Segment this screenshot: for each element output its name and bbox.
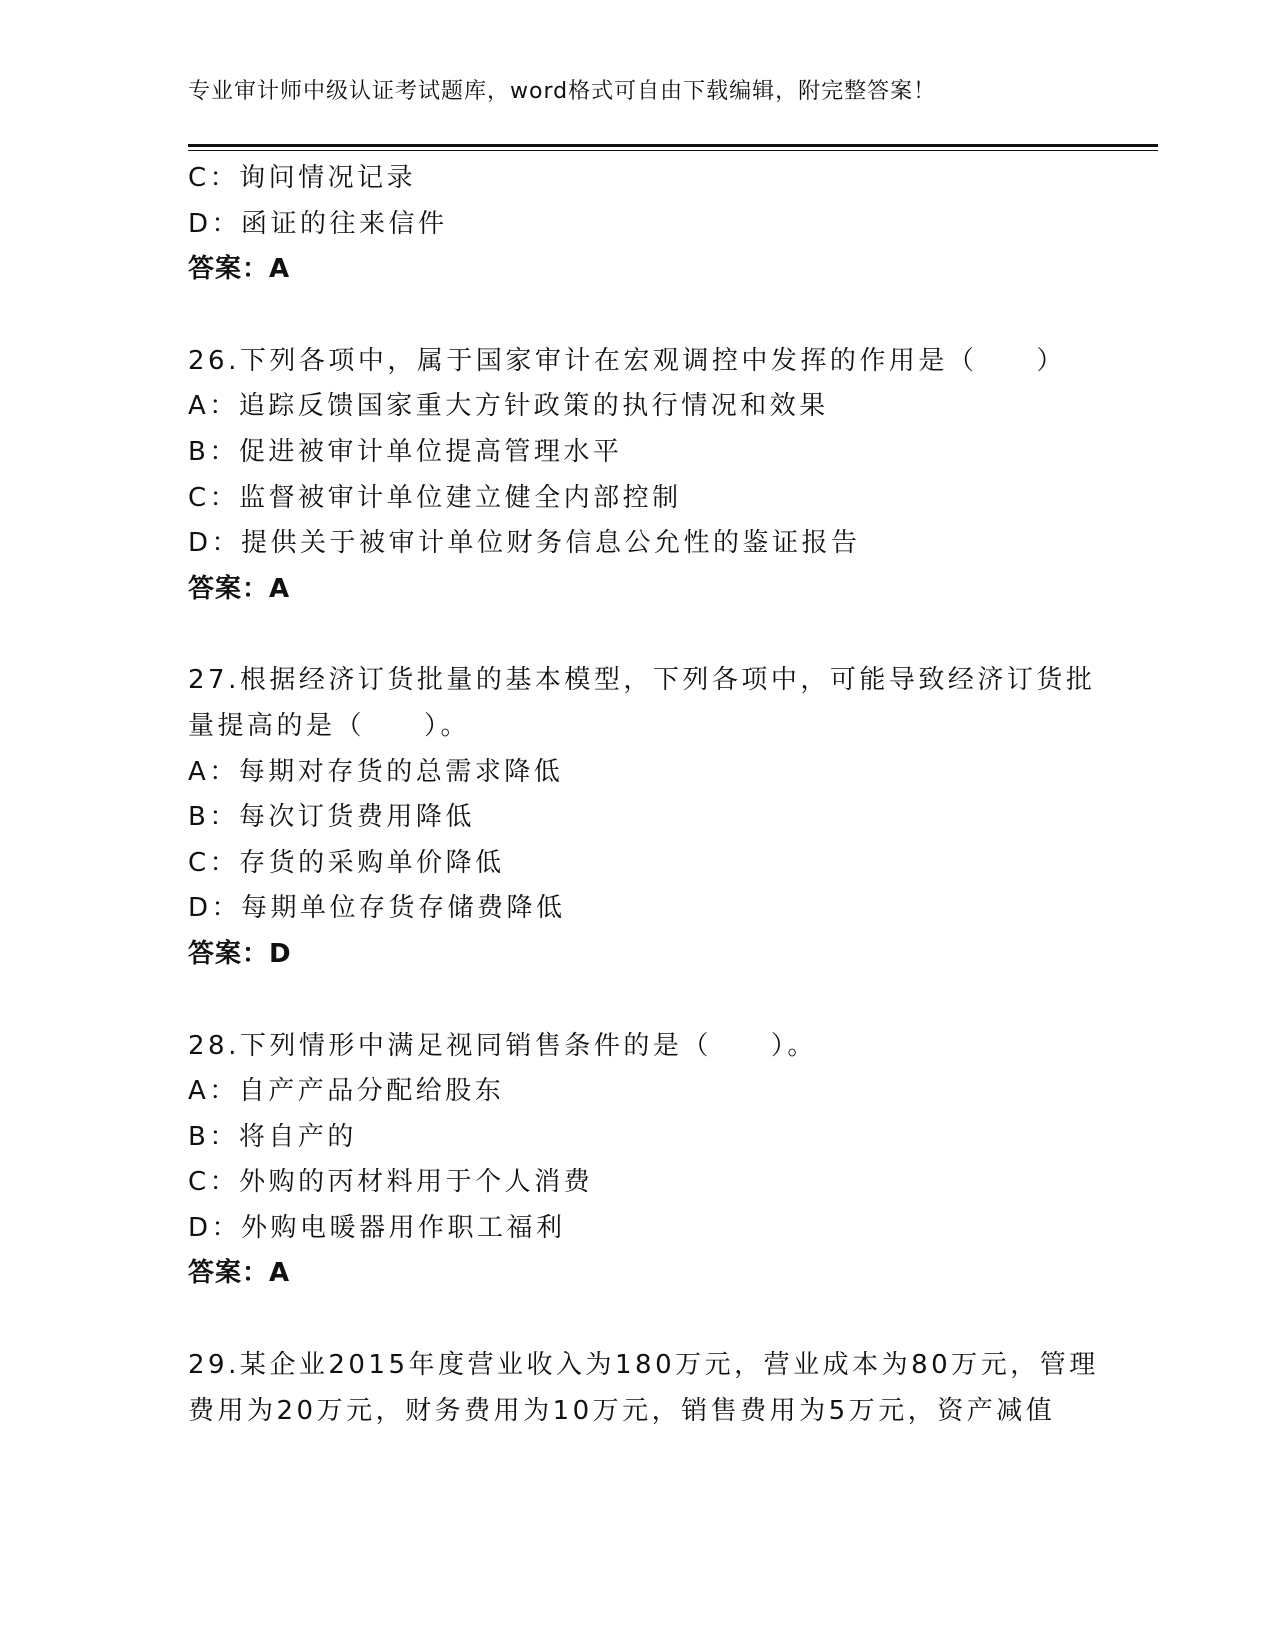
answer-line: 答案：D: [188, 938, 292, 969]
question-stem-continued: 费用为20万元，财务费用为10万元，销售费用为5万元，资产减值: [188, 1395, 1056, 1426]
option-b: B：促进被审计单位提高管理水平: [188, 436, 623, 467]
page-header-text: 专业审计师中级认证考试题库，word格式可自由下载编辑，附完整答案！: [188, 79, 937, 104]
question-block-26: [188, 339, 1088, 613]
header-rule-thick: [188, 144, 1158, 147]
option-a: A：自产产品分配给股东: [188, 1076, 505, 1107]
header-rule-thin: [188, 150, 1158, 151]
option-c: C：存货的采购单价降低: [188, 847, 505, 878]
document-body: [188, 156, 1099, 1434]
option-d: D：函证的往来信件: [188, 208, 448, 239]
question-stem-continued: 量提高的是（ ）。: [188, 710, 471, 741]
question-stem: 26.下列各项中，属于国家审计在宏观调控中发挥的作用是（ ）: [188, 345, 1066, 376]
question-block-25-tail: [188, 156, 1088, 293]
question-stem: 29.某企业2015年度营业收入为180万元，营业成本为80万元，管理: [188, 1350, 1099, 1381]
option-b: B：每次订货费用降低: [188, 802, 475, 833]
answer-line: 答案：A: [188, 573, 291, 604]
option-d: D：外购电暖器用作职工福利: [188, 1212, 566, 1243]
option-a: A：每期对存货的总需求降低: [188, 756, 564, 787]
answer-line: 答案：A: [188, 254, 291, 285]
question-block-29: [188, 1343, 1099, 1434]
option-c: C：询问情况记录: [188, 163, 417, 193]
question-block-28: [188, 1024, 1088, 1298]
question-block-27: [188, 658, 1096, 977]
option-d: D：每期单位存货存储费降低: [188, 893, 566, 924]
option-c: C：监督被审计单位建立健全内部控制: [188, 482, 682, 513]
option-a: A：追踪反馈国家重大方针政策的执行情况和效果: [188, 391, 829, 422]
option-c: C：外购的丙材料用于个人消费: [188, 1167, 594, 1198]
option-b: B：将自产的: [188, 1121, 357, 1152]
answer-line: 答案：A: [188, 1258, 291, 1289]
question-stem: 28.下列情形中满足视同销售条件的是（ ）。: [188, 1030, 817, 1061]
option-d: D：提供关于被审计单位财务信息公允性的鉴证报告: [188, 528, 861, 559]
question-stem: 27.根据经济订货批量的基本模型，下列各项中，可能导致经济订货批: [188, 665, 1096, 696]
